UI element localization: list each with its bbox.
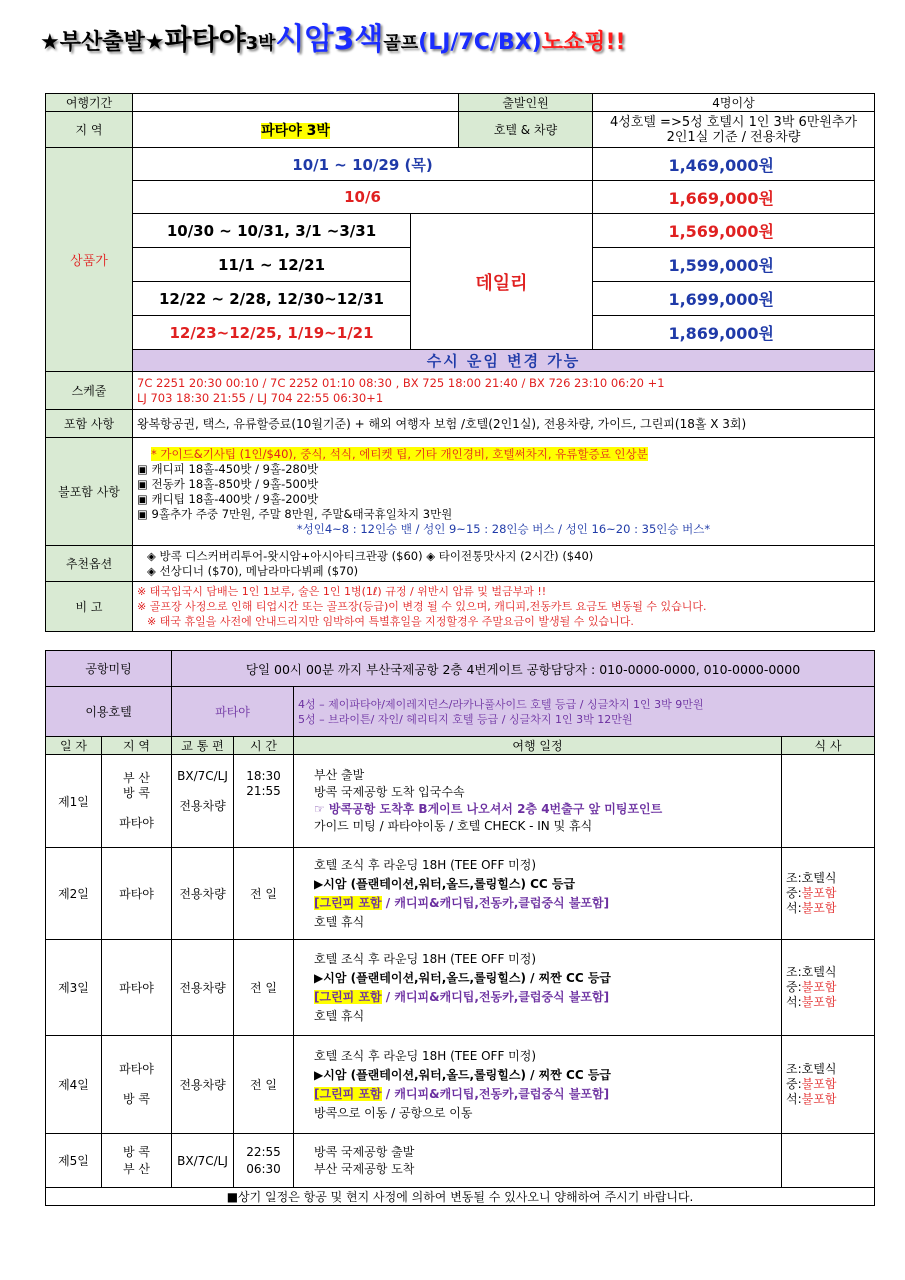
meal-dinner-value: 불포함 xyxy=(801,1092,837,1106)
time-line: 22:55 xyxy=(246,1144,281,1159)
meal-lunch-value: 불포함 xyxy=(801,1077,837,1091)
greenfee-excluded: / 캐디피&캐디팁,전동카,클럽중식 불포함] xyxy=(381,895,610,910)
meeting-label: 공항미팅 xyxy=(46,651,172,687)
transport-line: 전용차량 xyxy=(179,799,226,813)
price-value: 1,869,000원 xyxy=(593,316,875,350)
price-value: 1,469,000원 xyxy=(593,148,875,181)
day-time xyxy=(234,1134,294,1188)
schedule-item: 부산 국제공항 도착 xyxy=(314,1161,415,1176)
region-line: 방 콕 xyxy=(123,1144,150,1159)
day-schedule xyxy=(294,848,782,940)
time-line: 21:55 xyxy=(246,784,281,798)
schedule-item: ▶시암 (플랜테이션,워터,올드,롤링힐스) / 찌짠 CC 등급 xyxy=(314,1067,612,1082)
time-line: 06:30 xyxy=(246,1161,281,1176)
day-meals xyxy=(782,1036,875,1134)
transport-line: BX/7C/LJ xyxy=(177,769,228,783)
col-header-time: 시 간 xyxy=(234,737,294,755)
region-label: 지 역 xyxy=(46,112,133,148)
schedule-item: 부산 출발 xyxy=(314,768,365,782)
price-date: 10/6 xyxy=(133,181,593,214)
day-row xyxy=(46,755,875,848)
schedule-item: ▶시암 (플랜테이션,워터,올드,롤링힐스) / 찌짠 CC 등급 xyxy=(314,970,612,985)
meal-dinner xyxy=(786,995,870,1010)
greenfee-included: [그린피 포함 xyxy=(314,895,382,910)
meal-dinner-value: 불포함 xyxy=(801,901,837,915)
included-value: 왕복항공권, 택스, 유류할증료(10월기준) + 해외 여행자 보험 /호텔(2인1실), 전용차량, 가이드, 그린피(18홀 X 3회) xyxy=(133,410,875,438)
col-header-transport: 교 통 편 xyxy=(172,737,234,755)
hotel-car-line: 2인1실 기준 / 전용차량 xyxy=(666,129,801,145)
period-value xyxy=(133,94,459,112)
schedule-item: 호텔 조식 후 라운딩 18H (TEE OFF 미정) xyxy=(314,857,537,872)
meal-lunch-label: 중: xyxy=(786,886,802,900)
options-value xyxy=(133,546,875,582)
title-nights: 3박 xyxy=(245,33,276,54)
day-meals xyxy=(782,848,875,940)
hotel-label: 이용호텔 xyxy=(46,687,172,737)
hotel-list xyxy=(294,687,875,737)
day-schedule xyxy=(294,755,782,848)
excluded-value xyxy=(133,438,875,546)
time-line: 18:30 xyxy=(246,769,281,783)
excluded-item: ▣ 9홀추가 주중 7만원, 주말 8만원, 주말&태국휴일차지 3만원 xyxy=(137,506,453,521)
meal-dinner-label: 석: xyxy=(786,995,802,1009)
day-meals xyxy=(782,755,875,848)
col-header-region: 지 역 xyxy=(102,737,172,755)
meal-dinner-label: 석: xyxy=(786,1092,802,1106)
remarks-value xyxy=(133,582,875,632)
hotel-car-label: 호텔 & 차량 xyxy=(459,112,593,148)
greenfee-excluded: / 캐디피&캐디팁,전동카,클럽중식 불포함] xyxy=(381,989,610,1004)
day-transport: 전용차량 xyxy=(172,1036,234,1134)
region-line: 부 산 xyxy=(123,771,150,785)
region-line xyxy=(106,801,167,816)
region-line: 방 콕 xyxy=(123,786,150,800)
day-row xyxy=(46,1036,875,1134)
title-course: 시암3색 xyxy=(275,22,384,57)
day-transport: 전용차량 xyxy=(172,940,234,1036)
title-golf: 골프 xyxy=(383,33,419,54)
day-time: 전 일 xyxy=(234,1036,294,1134)
day-schedule xyxy=(294,940,782,1036)
options-label: 추천옵션 xyxy=(46,546,133,582)
meal-breakfast: 조:호텔식 xyxy=(786,871,837,885)
transport-line xyxy=(176,784,229,799)
period-label: 여행기간 xyxy=(46,94,133,112)
day-label: 제1일 xyxy=(46,755,102,848)
region-line: 방 콕 xyxy=(123,1092,150,1106)
itinerary-footer-note: ■상기 일정은 항공 및 현지 사정에 의하여 변동될 수 있사오니 양해하여 주시기 바랍니다. xyxy=(46,1188,875,1206)
price-value: 1,699,000원 xyxy=(593,282,875,316)
bus-note: *성인4~8 : 12인승 밴 / 성인 9~15 : 28인승 버스 / 성인 16~20 : 35인승 버스* xyxy=(296,521,711,536)
col-header-day: 일 자 xyxy=(46,737,102,755)
meal-dinner xyxy=(786,1092,870,1107)
price-date: 12/23~12/25, 1/19~1/21 xyxy=(133,316,411,350)
hotel-city: 파타야 xyxy=(172,687,294,737)
schedule-label: 스케줄 xyxy=(46,372,133,410)
meal-lunch xyxy=(786,980,870,995)
option-line: ◈ 선상디너 ($70), 메남라마다뷔페 ($70) xyxy=(147,563,359,578)
region-line: 파타야 xyxy=(119,1062,154,1076)
remarks-label: 비 고 xyxy=(46,582,133,632)
day-row xyxy=(46,1134,875,1188)
greenfee-included: [그린피 포함 xyxy=(314,989,382,1004)
meal-lunch-value: 불포함 xyxy=(801,980,837,994)
title-destination: 파타야 xyxy=(164,23,246,56)
day-label: 제4일 xyxy=(46,1036,102,1134)
region-line xyxy=(106,1077,167,1092)
price-date: 12/22 ~ 2/28, 12/30~12/31 xyxy=(133,282,411,316)
schedule-item: 가이드 미팅 / 파타야이동 / 호텔 CHECK - IN 및 휴식 xyxy=(314,819,593,833)
title-noshopping: 노쇼핑!! xyxy=(541,30,626,55)
schedule-item: 호텔 휴식 xyxy=(314,1008,365,1023)
excluded-item: ▣ 캐디팁 18홀-400밧 / 9홀-200밧 xyxy=(137,491,319,506)
remark-line: ※ 태국 휴일을 사전에 안내드리지만 임박하여 특별휴일을 지정할경우 주말요금이 발생될 수 있습니다. xyxy=(147,615,634,628)
meal-breakfast: 조:호텔식 xyxy=(786,965,837,979)
greenfee-line xyxy=(314,894,777,913)
people-value: 4명이상 xyxy=(593,94,875,112)
meal-lunch-label: 중: xyxy=(786,980,802,994)
greenfee-excluded: / 캐디피&캐디팁,전동카,클럽중식 불포함] xyxy=(381,1086,610,1101)
day-time: 전 일 xyxy=(234,848,294,940)
day-label: 제2일 xyxy=(46,848,102,940)
price-value: 1,669,000원 xyxy=(593,181,875,214)
meal-dinner-value: 불포함 xyxy=(801,995,837,1009)
excluded-item: ▣ 전동카 18홀-850밧 / 9홀-500밧 xyxy=(137,476,319,491)
meal-dinner xyxy=(786,901,870,916)
itinerary-table xyxy=(45,650,875,1206)
day-region xyxy=(102,1036,172,1134)
people-label: 출발인원 xyxy=(459,94,593,112)
col-header-meal: 식 사 xyxy=(782,737,875,755)
hotel-line: 5성 – 브라이튼/ 자인/ 헤리티지 호텔 등급 / 싱글차지 1인 3박 12만원 xyxy=(298,712,633,726)
meal-dinner-label: 석: xyxy=(786,901,802,915)
day-row xyxy=(46,848,875,940)
fare-change-note: 수시 운임 변경 가능 xyxy=(133,350,875,372)
schedule-item: 호텔 조식 후 라운딩 18H (TEE OFF 미정) xyxy=(314,1048,537,1063)
remark-line: ※ 골프장 사정으로 인해 티업시간 또는 골프장(등급)이 변경 될 수 있으며, 캐디피,전동카트 요금도 변동될 수 있습니다. xyxy=(137,600,707,613)
meal-lunch xyxy=(786,1077,870,1092)
price-date: 10/30 ~ 10/31, 3/1 ~3/31 xyxy=(133,214,411,248)
day-transport: BX/7C/LJ xyxy=(172,1134,234,1188)
option-line: ◈ 방콕 디스커버리투어-왓시암+아시아티크관광 ($60) ◈ 타이전통맛사지 (2시간) ($40) xyxy=(147,548,594,563)
day-label: 제5일 xyxy=(46,1134,102,1188)
excluded-item: ▣ 캐디피 18홀-450밧 / 9홀-280밧 xyxy=(137,461,319,476)
greenfee-included: [그린피 포함 xyxy=(314,1086,382,1101)
schedule-item: ▶시암 (플랜테이션,워터,올드,롤링힐스) CC 등급 xyxy=(314,876,576,891)
price-value: 1,569,000원 xyxy=(593,214,875,248)
col-header-schedule: 여행 일정 xyxy=(294,737,782,755)
day-schedule xyxy=(294,1036,782,1134)
greenfee-line xyxy=(314,1085,777,1104)
day-transport xyxy=(172,755,234,848)
price-date: 11/1 ~ 12/21 xyxy=(133,248,411,282)
product-info-table xyxy=(45,93,875,632)
region-line: 부 산 xyxy=(123,1161,150,1176)
included-label: 포함 사항 xyxy=(46,410,133,438)
day-label: 제3일 xyxy=(46,940,102,1036)
day-time: 전 일 xyxy=(234,940,294,1036)
excluded-label: 불포함 사항 xyxy=(46,438,133,546)
price-date: 10/1 ~ 10/29 (목) xyxy=(133,148,593,181)
meeting-value: 당일 00시 00분 까지 부산국제공항 2층 4번게이트 공항담당자 : 010-0000-0000, 010-0000-0000 xyxy=(172,651,875,687)
schedule-item: 방콕 국제공항 출발 xyxy=(314,1144,415,1159)
excluded-main xyxy=(137,447,870,462)
remark-line: ※ 태국입국시 담배는 1인 1보루, 술은 1인 1병(1ℓ) 규정 / 위반시 압류 및 벌금부과 !! xyxy=(137,585,547,598)
region-value: 파타야 3박 xyxy=(261,122,330,139)
price-label: 상품가 xyxy=(46,148,133,372)
day-row xyxy=(46,940,875,1036)
title-airlines: (LJ/7C/BX) xyxy=(418,30,542,55)
day-meals xyxy=(782,1134,875,1188)
region-line: 파타야 xyxy=(119,816,154,830)
schedule-item: 호텔 조식 후 라운딩 18H (TEE OFF 미정) xyxy=(314,951,537,966)
hotel-car-line: 4성호텔 =>5성 호텔시 1인 3박 6만원추가 xyxy=(609,114,858,130)
hotel-line: 4성 – 제이파타야/제이레지던스/라카나풀사이드 호텔 등급 / 싱글차지 1인 3박 9만원 xyxy=(298,697,704,711)
schedule-item: 방콕으로 이동 / 공항으로 이동 xyxy=(314,1105,473,1120)
daily-badge: 데일리 xyxy=(411,214,593,350)
day-region: 파타야 xyxy=(102,940,172,1036)
day-schedule xyxy=(294,1134,782,1188)
meal-lunch-value: 불포함 xyxy=(801,886,837,900)
hotel-car-value xyxy=(593,112,875,148)
page-title xyxy=(40,14,880,64)
meal-lunch-label: 중: xyxy=(786,1077,802,1091)
day-time xyxy=(234,755,294,848)
schedule-item: 방콕 국제공항 도착 입국수속 xyxy=(314,785,465,799)
day-region xyxy=(102,755,172,848)
day-region xyxy=(102,1134,172,1188)
schedule-line: LJ 703 18:30 21:55 / LJ 704 22:55 06:30+1 xyxy=(137,390,384,405)
day-transport: 전용차량 xyxy=(172,848,234,940)
schedule-line: 7C 2251 20:30 00:10 / 7C 2252 01:10 08:30 , BX 725 18:00 21:40 / BX 726 23:10 06:20 +1 xyxy=(137,375,665,390)
excluded-main-text: * 가이드&기사팁 (1인/$40), 중식, 석식, 에티켓 팁, 기타 개인경비, 호텔써차지, 유류할증료 인상분 xyxy=(151,446,648,461)
meal-lunch xyxy=(786,886,870,901)
price-value: 1,599,000원 xyxy=(593,248,875,282)
day-region: 파타야 xyxy=(102,848,172,940)
day-meals xyxy=(782,940,875,1036)
greenfee-line xyxy=(314,988,777,1007)
schedule-value xyxy=(133,372,875,410)
meal-breakfast: 조:호텔식 xyxy=(786,1062,837,1076)
region-cell xyxy=(133,112,459,148)
schedule-item: 호텔 휴식 xyxy=(314,914,365,929)
meeting-point-note: ☞ 방콕공항 도착후 B게이트 나오셔서 2층 4번출구 앞 미팅포인트 xyxy=(314,802,663,816)
title-departure: ★부산출발★ xyxy=(40,30,165,55)
